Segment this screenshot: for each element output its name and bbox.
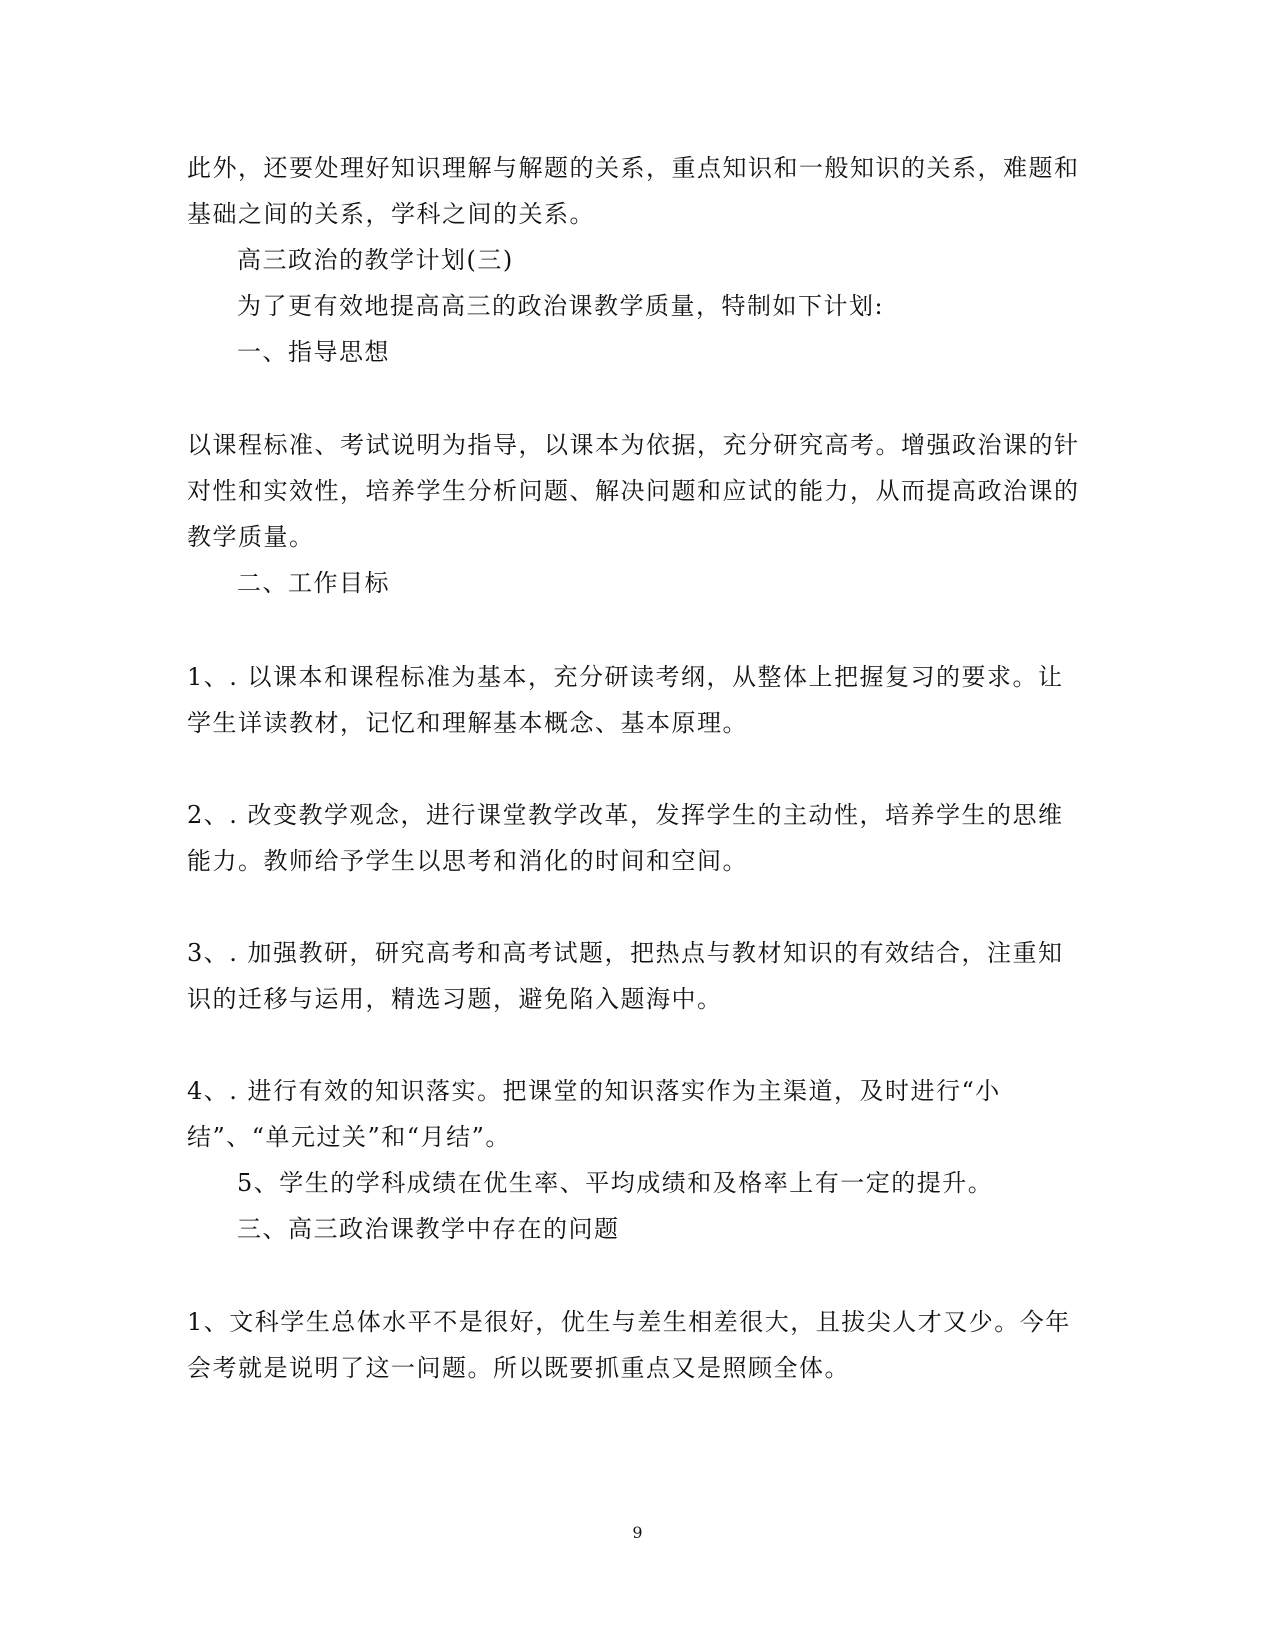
paragraph-goal-3: 3、. 加强教研，研究高考和高考试题，把热点与教材知识的有效结合，注重知识的迁移与运用，精选习题，避免陷入题海中。 xyxy=(187,939,1064,1013)
paragraph-guiding-thought: 以课程标准、考试说明为指导，以课本为依据，充分研究高考。增强政治课的针对性和实效性，培养学生分析问题、解决问题和应试的能力，从而提高政治课的教学质量。 xyxy=(187,431,1080,551)
page-number: 9 xyxy=(632,1523,643,1542)
heading-problems: 三、高三政治课教学中存在的问题 xyxy=(237,1215,620,1243)
heading-guiding-thought: 一、指导思想 xyxy=(237,338,390,366)
heading-work-goals: 二、工作目标 xyxy=(237,569,390,597)
paragraph-goal-5: 5、学生的学科成绩在优生率、平均成绩和及格率上有一定的提升。 xyxy=(237,1169,994,1197)
paragraph-problem-1: 1、文科学生总体水平不是很好，优生与差生相差很大，且拔尖人才又少。今年会考就是说明了这一问题。所以既要抓重点又是照顾全体。 xyxy=(187,1308,1071,1382)
paragraph-goal-1: 1、. 以课本和课程标准为基本，充分研读考纲，从整体上把握复习的要求。让学生详读教材，记忆和理解基本概念、基本原理。 xyxy=(187,663,1064,737)
paragraph-goal-4: 4、. 进行有效的知识落实。把课堂的知识落实作为主渠道，及时进行“小结”、“单元过关”和“月结”。 xyxy=(187,1077,1001,1151)
paragraph-plan-purpose: 为了更有效地提高高三的政治课教学质量，特制如下计划: xyxy=(237,292,885,320)
heading-plan-title: 高三政治的教学计划(三) xyxy=(237,246,514,274)
paragraph-intro: 此外，还要处理好知识理解与解题的关系，重点知识和一般知识的关系，难题和基础之间的关系，学科之间的关系。 xyxy=(187,154,1080,228)
paragraph-goal-2: 2、. 改变教学观念，进行课堂教学改革，发挥学生的主动性，培养学生的思维能力。教师给予学生以思考和消化的时间和空间。 xyxy=(187,801,1064,875)
